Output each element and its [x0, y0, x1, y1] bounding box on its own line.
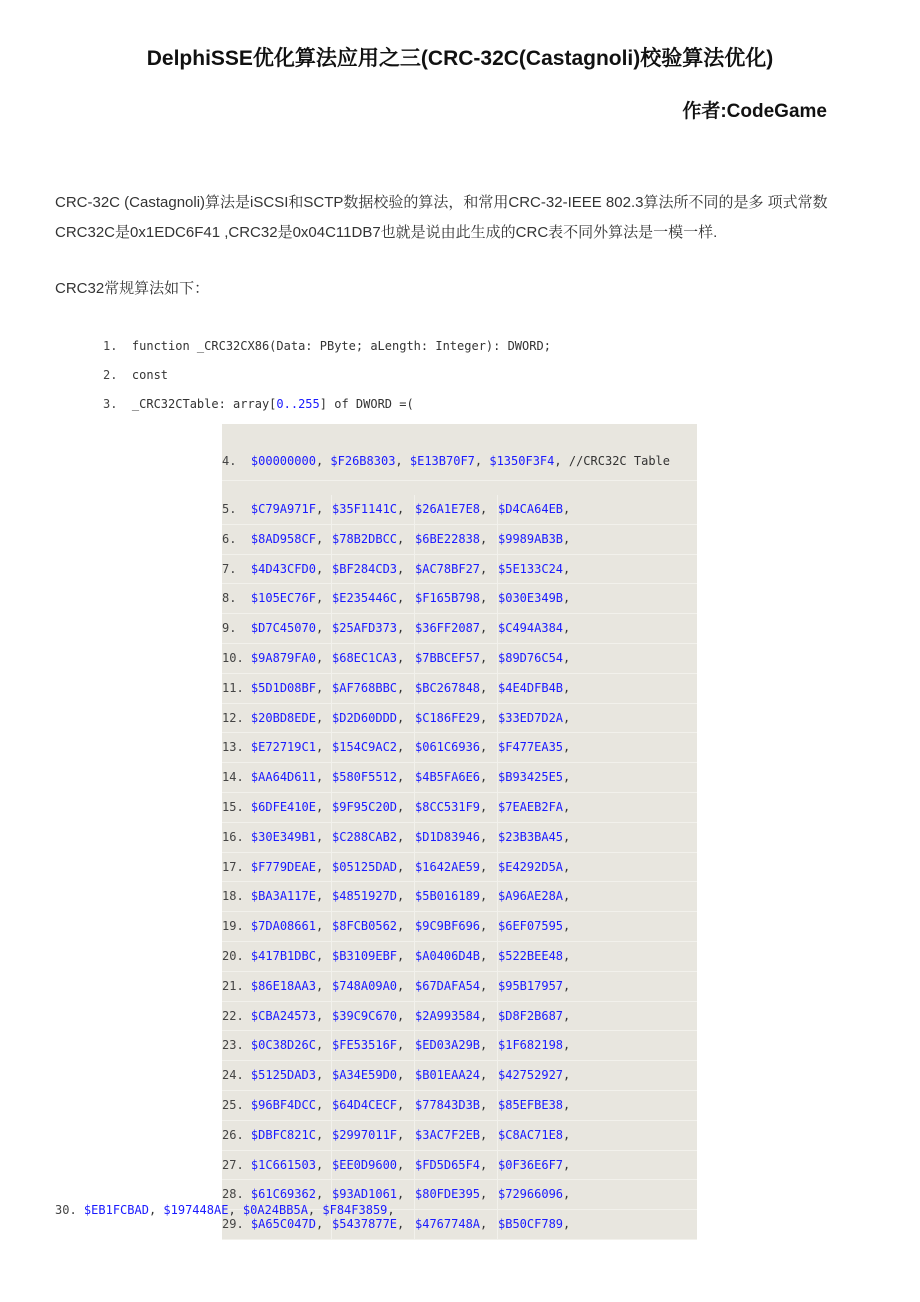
- line-number: 30.: [55, 1203, 77, 1217]
- line-number: 26.: [222, 1127, 244, 1142]
- table-cell: $2997011F,: [332, 1121, 415, 1150]
- page-title: DelphiSSE优化算法应用之三(CRC-32C(Castagnoli)校验算法优化): [146, 47, 774, 70]
- line-number: 11.: [222, 680, 244, 695]
- table-cell: 26. $DBFC821C,: [222, 1121, 332, 1150]
- table-cell: $522BEE48,: [498, 948, 571, 963]
- hex-value: $4851927D: [332, 889, 398, 904]
- hex-value: $580F5512: [332, 770, 398, 785]
- hex-value: $F165B798: [415, 591, 481, 606]
- hex-value: $9C9BF696: [415, 919, 481, 934]
- table-cell: $23B3BA45,: [498, 829, 571, 844]
- table-cell: $8CC531F9,: [415, 793, 498, 822]
- table-cell: $030E349B,: [498, 591, 571, 606]
- table-cell: $AC78BF27,: [415, 555, 498, 584]
- table-cell: $33ED7D2A,: [498, 710, 571, 725]
- table-cell: $36FF2087,: [415, 614, 498, 643]
- crc-table: [222, 424, 697, 1240]
- table-cell: $EE0D9600,: [332, 1151, 415, 1180]
- hex-value: $061C6936: [415, 740, 481, 755]
- hex-value: $197448AE: [163, 1203, 229, 1217]
- line-number: 8.: [222, 591, 237, 606]
- table-cell: $B50CF789,: [498, 1217, 571, 1232]
- hex-value: $FE53516F: [332, 1038, 398, 1053]
- hex-value: $2997011F: [332, 1127, 398, 1142]
- line-number: 24.: [222, 1068, 244, 1083]
- table-row: [222, 1151, 697, 1181]
- hex-value: $F779DEAE: [250, 859, 316, 874]
- table-row: [222, 704, 697, 734]
- hex-value: $6EF07595: [498, 919, 564, 934]
- table-cell: $2A993584,: [415, 1002, 498, 1031]
- table-cell: 12. $20BD8EDE,: [222, 704, 332, 733]
- hex-value: $39C9C670: [332, 1008, 398, 1023]
- table-cell: $D2D60DDD,: [332, 704, 415, 733]
- hex-value: $2A993584: [415, 1008, 481, 1023]
- table-cell: $64D4CECF,: [332, 1091, 415, 1120]
- line-number: 27.: [222, 1157, 244, 1172]
- hex-value: $CBA24573: [250, 1008, 316, 1023]
- hex-value: $77843D3B: [415, 1097, 481, 1112]
- hex-value: $D4CA64EB: [498, 502, 564, 516]
- table-row: [222, 882, 697, 912]
- table-cell: $E4292D5A,: [498, 859, 571, 874]
- table-row: [222, 793, 697, 823]
- hex-value: $BF284CD3: [332, 561, 398, 576]
- hex-value: $8FCB0562: [332, 919, 398, 934]
- hex-value: $5E133C24: [498, 561, 564, 576]
- hex-value: $85EFBE38: [498, 1097, 564, 1112]
- table-cell: $F165B798,: [415, 584, 498, 613]
- hex-value: $00000000: [250, 454, 316, 468]
- hex-value: $C494A384: [498, 621, 564, 636]
- line-number: 22.: [222, 1008, 244, 1023]
- hex-value: $BC267848: [415, 680, 481, 695]
- hex-value: $7EAEB2FA: [498, 799, 564, 814]
- hex-value: $D2D60DDD: [332, 710, 398, 725]
- table-cell: $B93425E5,: [498, 770, 571, 785]
- table-row: [222, 1121, 697, 1151]
- table-cell: $9C9BF696,: [415, 912, 498, 941]
- line-number: 28.: [222, 1187, 244, 1202]
- hex-value: $6DFE410E: [250, 799, 316, 814]
- code-text: const: [131, 368, 169, 382]
- hex-value: $417B1DBC: [250, 948, 316, 963]
- hex-value: $F84F3859: [322, 1203, 388, 1217]
- table-cell: $B3109EBF,: [332, 942, 415, 971]
- table-row: [222, 1002, 697, 1032]
- table-cell: $C494A384,: [498, 621, 571, 636]
- table-cell: $85EFBE38,: [498, 1097, 571, 1112]
- table-cell: $8FCB0562,: [332, 912, 415, 941]
- table-cell: 19. $7DA08661,: [222, 912, 332, 941]
- intro-section: [55, 188, 880, 304]
- line-number: 12.: [222, 710, 244, 725]
- hex-value: $A0406D4B: [415, 948, 481, 963]
- hex-value: $5125DAD3: [250, 1068, 316, 1083]
- hex-value: $EE0D9600: [332, 1157, 398, 1172]
- table-cell: $FD5D65F4,: [415, 1151, 498, 1180]
- line-number: 20.: [222, 948, 244, 963]
- hex-value: $23B3BA45: [498, 829, 564, 844]
- table-cell: 6. $8AD958CF,: [222, 525, 332, 554]
- table-cell: 24. $5125DAD3,: [222, 1061, 332, 1090]
- table-cell: $FE53516F,: [332, 1031, 415, 1060]
- table-row: [222, 644, 697, 674]
- hex-value: $748A09A0: [332, 978, 398, 993]
- hex-value: $25AFD373: [332, 621, 398, 636]
- table-cell: $77843D3B,: [415, 1091, 498, 1120]
- table-cell: $26A1E7E8,: [415, 495, 498, 524]
- hex-value: $E13B70F7: [409, 454, 475, 468]
- hex-value: $20BD8EDE: [250, 710, 316, 725]
- hex-value: $A96AE28A: [498, 889, 564, 904]
- table-cell: $4E4DFB4B,: [498, 680, 571, 695]
- table-cell: $7BBCEF57,: [415, 644, 498, 673]
- code-text: ] of DWORD =(: [319, 397, 414, 411]
- table-cell: $68EC1CA3,: [332, 644, 415, 673]
- hex-value: $67DAFA54: [415, 978, 481, 993]
- table-cell: $C186FE29,: [415, 704, 498, 733]
- line-number: 4.: [222, 454, 237, 468]
- hex-value: $96BF4DCC: [250, 1097, 316, 1112]
- hex-value: $ED03A29B: [415, 1038, 481, 1053]
- hex-value: $B93425E5: [498, 770, 564, 785]
- table-row: [222, 823, 697, 853]
- code-line: 30. $EB1FCBAD, $197448AE, $0A24BB5A, $F84F3859,: [55, 1203, 395, 1217]
- hex-value: $68EC1CA3: [332, 650, 398, 665]
- hex-value: $7BBCEF57: [415, 650, 481, 665]
- table-row: [222, 733, 697, 763]
- hex-value: $A34E59D0: [332, 1068, 398, 1083]
- hex-value: $5D1D08BF: [250, 680, 316, 695]
- line-number: 18.: [222, 889, 244, 904]
- code-range: 0..255: [276, 397, 320, 411]
- algorithm-intro: CRC32常规算法如下：: [55, 280, 210, 297]
- table-row: [222, 853, 697, 883]
- table-cell: $A34E59D0,: [332, 1061, 415, 1090]
- table-cell: $061C6936,: [415, 733, 498, 762]
- hex-value: $72966096: [498, 1187, 564, 1202]
- hex-value: $78B2DBCC: [332, 531, 398, 546]
- hex-value: $F26B8303: [330, 454, 396, 468]
- hex-value: $D1D83946: [415, 829, 481, 844]
- table-cell: $95B17957,: [498, 978, 571, 993]
- table-cell: $6BE22838,: [415, 525, 498, 554]
- table-cell: $4767748A,: [415, 1210, 498, 1239]
- hex-value: $AC78BF27: [415, 561, 481, 576]
- table-cell: $D8F2B687,: [498, 1008, 571, 1023]
- table-cell: $35F1141C,: [332, 495, 415, 524]
- line-number: 10.: [222, 650, 244, 665]
- hex-value: $64D4CECF: [332, 1097, 398, 1112]
- hex-value: $E72719C1: [250, 740, 316, 755]
- table-cell: $1642AE59,: [415, 853, 498, 882]
- hex-value: $0F36E6F7: [498, 1157, 564, 1172]
- line-number: 21.: [222, 978, 244, 993]
- hex-value: $4767748A: [415, 1217, 481, 1232]
- table-cell: $9F95C20D,: [332, 793, 415, 822]
- hex-value: $105EC76F: [250, 591, 316, 606]
- table-cell: $05125DAD,: [332, 853, 415, 882]
- table-cell: $748A09A0,: [332, 972, 415, 1001]
- hex-value: $86E18AA3: [250, 978, 316, 993]
- hex-value: $3AC7F2EB: [415, 1127, 481, 1142]
- table-cell: $D4CA64EB,: [498, 502, 571, 516]
- author: 作者:CodeGame: [682, 101, 827, 122]
- line-number: 29.: [222, 1217, 244, 1232]
- table-cell: $4B5FA6E6,: [415, 763, 498, 792]
- hex-value: $FD5D65F4: [415, 1157, 481, 1172]
- table-row: [222, 584, 697, 614]
- hex-value: $522BEE48: [498, 948, 564, 963]
- hex-value: $9F95C20D: [332, 799, 398, 814]
- hex-value: $E4292D5A: [498, 859, 564, 874]
- line-number: 15.: [222, 799, 244, 814]
- line-number: 19.: [222, 919, 244, 934]
- hex-value: $80FDE395: [415, 1187, 481, 1202]
- table-cell: 13. $E72719C1,: [222, 733, 332, 762]
- table-cell: 28. $61C69362,: [222, 1180, 332, 1209]
- hex-value: $7DA08661: [250, 919, 316, 934]
- hex-value: $EB1FCBAD: [83, 1203, 149, 1217]
- code-comment: //CRC32C Table: [568, 454, 670, 468]
- table-row: [222, 1091, 697, 1121]
- table-row: [222, 972, 697, 1002]
- code-text: _CRC32CTable: array[: [131, 397, 277, 411]
- table-cell: 25. $96BF4DCC,: [222, 1091, 332, 1120]
- table-cell: $0F36E6F7,: [498, 1157, 571, 1172]
- table-cell: 17. $F779DEAE,: [222, 853, 332, 882]
- line-number: 23.: [222, 1038, 244, 1053]
- hex-value: $AF768BBC: [332, 680, 398, 695]
- table-cell: $A96AE28A,: [498, 889, 571, 904]
- line-number: 16.: [222, 829, 244, 844]
- hex-value: $30E349B1: [250, 829, 316, 844]
- hex-value: $26A1E7E8: [415, 502, 481, 516]
- table-cell: $A0406D4B,: [415, 942, 498, 971]
- table-cell: $6EF07595,: [498, 919, 571, 934]
- table-cell: $1F682198,: [498, 1038, 571, 1053]
- table-cell: 18. $BA3A117E,: [222, 882, 332, 911]
- table-cell: $ED03A29B,: [415, 1031, 498, 1060]
- line-number: 1.: [103, 339, 118, 353]
- table-cell: 5. $C79A971F,: [222, 495, 332, 524]
- table-cell: 21. $86E18AA3,: [222, 972, 332, 1001]
- hex-value: $F477EA35: [498, 740, 564, 755]
- table-cell: 22. $CBA24573,: [222, 1002, 332, 1031]
- line-number: 2.: [103, 368, 118, 382]
- hex-value: $6BE22838: [415, 531, 481, 546]
- table-cell: $25AFD373,: [332, 614, 415, 643]
- table-cell: $BC267848,: [415, 674, 498, 703]
- table-cell: $B01EAA24,: [415, 1061, 498, 1090]
- table-row: [222, 674, 697, 704]
- hex-value: $1F682198: [498, 1038, 564, 1053]
- line-number: 3.: [103, 397, 118, 411]
- hex-value: $95B17957: [498, 978, 564, 993]
- table-cell: $5B016189,: [415, 882, 498, 911]
- table-cell: $4851927D,: [332, 882, 415, 911]
- hex-value: $36FF2087: [415, 621, 481, 636]
- table-row: [222, 525, 697, 555]
- table-cell: 9. $D7C45070,: [222, 614, 332, 643]
- table-row: [222, 763, 697, 793]
- table-cell: $89D76C54,: [498, 650, 571, 665]
- intro-paragraph: CRC-32C (Castagnoli)算法是iSCSI和SCTP数据校验的算法，和常用CRC-32-IEEE 802.3算法所不同的是多 项式常数CRC32C是0x1EDC6F41 ,CRC32是0x04C11DB7也就是说由此生成的CRC表不同外算法是一模一样.: [55, 194, 828, 241]
- hex-value: $8CC531F9: [415, 799, 481, 814]
- hex-value: $D7C45070: [250, 621, 316, 636]
- table-cell: $F477EA35,: [498, 740, 571, 755]
- table-cell: $580F5512,: [332, 763, 415, 792]
- table-cell: $93AD1061,: [332, 1180, 415, 1209]
- table-row: [222, 495, 697, 525]
- hex-value: $89D76C54: [498, 650, 564, 665]
- table-cell: $80FDE395,: [415, 1180, 498, 1209]
- table-cell: $C8AC71E8,: [498, 1127, 571, 1142]
- hex-value: $DBFC821C: [250, 1127, 316, 1142]
- line-number: 9.: [222, 621, 237, 636]
- hex-value: $42752927: [498, 1068, 564, 1083]
- hex-value: $154C9AC2: [332, 740, 398, 755]
- hex-value: $8AD958CF: [250, 531, 316, 546]
- table-cell: 27. $1C661503,: [222, 1151, 332, 1180]
- hex-value: $1C661503: [250, 1157, 316, 1172]
- hex-value: $C79A971F: [250, 502, 316, 516]
- line-number: 25.: [222, 1097, 244, 1112]
- table-row: [222, 912, 697, 942]
- hex-value: $4E4DFB4B: [498, 680, 564, 695]
- hex-value: $AA64D611: [250, 770, 316, 785]
- hex-value: $BA3A117E: [250, 889, 316, 904]
- hex-value: $A65C047D: [250, 1217, 316, 1232]
- hex-value: $9A879FA0: [250, 650, 316, 665]
- hex-value: $05125DAD: [332, 859, 398, 874]
- code-text: function _CRC32CX86(Data: PByte; aLength: Integer): DWORD;: [131, 339, 551, 353]
- table-cell: $3AC7F2EB,: [415, 1121, 498, 1150]
- line-number: 13.: [222, 740, 244, 755]
- line-number: 6.: [222, 531, 237, 546]
- table-cell: $C288CAB2,: [332, 823, 415, 852]
- hex-value: $C288CAB2: [332, 829, 398, 844]
- table-cell: $5E133C24,: [498, 561, 571, 576]
- table-cell: $39C9C670,: [332, 1002, 415, 1031]
- table-cell: 29. $A65C047D,: [222, 1210, 332, 1239]
- hex-value: $0C38D26C: [250, 1038, 316, 1053]
- code-line: [103, 368, 168, 382]
- table-row: [222, 555, 697, 585]
- table-row: [222, 1031, 697, 1061]
- hex-value: $4B5FA6E6: [415, 770, 481, 785]
- table-cell: $D1D83946,: [415, 823, 498, 852]
- hex-value: $1350F3F4: [489, 454, 555, 468]
- hex-value: $B3109EBF: [332, 948, 398, 963]
- hex-value: $D8F2B687: [498, 1008, 564, 1023]
- hex-value: $1642AE59: [415, 859, 481, 874]
- table-cell: 10. $9A879FA0,: [222, 644, 332, 673]
- hex-value: $93AD1061: [332, 1187, 398, 1202]
- table-cell: $5437877E,: [332, 1210, 415, 1239]
- table-cell: $7EAEB2FA,: [498, 799, 571, 814]
- hex-value: $35F1141C: [332, 502, 398, 516]
- table-cell: $154C9AC2,: [332, 733, 415, 762]
- table-row: 4. $00000000, $F26B8303, $E13B70F7, $1350F3F4, //CRC32C Table: [222, 452, 697, 481]
- table-row: [222, 614, 697, 644]
- table-cell: 7. $4D43CFD0,: [222, 555, 332, 584]
- table-cell: $E235446C,: [332, 584, 415, 613]
- table-cell: $78B2DBCC,: [332, 525, 415, 554]
- line-number: 17.: [222, 859, 244, 874]
- hex-value: $5437877E: [332, 1217, 398, 1232]
- line-number: 5.: [222, 502, 237, 516]
- line-number: 7.: [222, 561, 237, 576]
- hex-value: $4D43CFD0: [250, 561, 316, 576]
- table-cell: $AF768BBC,: [332, 674, 415, 703]
- table-row: [222, 942, 697, 972]
- table-cell: $BF284CD3,: [332, 555, 415, 584]
- hex-value: $C8AC71E8: [498, 1127, 564, 1142]
- table-cell: 14. $AA64D611,: [222, 763, 332, 792]
- table-cell: 20. $417B1DBC,: [222, 942, 332, 971]
- hex-value: $030E349B: [498, 591, 564, 606]
- table-cell: 8. $105EC76F,: [222, 584, 332, 613]
- hex-value: $9989AB3B: [498, 531, 564, 546]
- hex-value: $5B016189: [415, 889, 481, 904]
- hex-value: $B01EAA24: [415, 1068, 481, 1083]
- table-cell: $67DAFA54,: [415, 972, 498, 1001]
- code-line: [103, 397, 414, 411]
- hex-value: $33ED7D2A: [498, 710, 564, 725]
- table-row: [222, 1061, 697, 1091]
- hex-value: $C186FE29: [415, 710, 481, 725]
- table-cell: 23. $0C38D26C,: [222, 1031, 332, 1060]
- code-line: [103, 339, 551, 353]
- table-cell: $9989AB3B,: [498, 531, 571, 546]
- line-number: 14.: [222, 770, 244, 785]
- hex-value: $0A24BB5A: [242, 1203, 308, 1217]
- table-cell: 16. $30E349B1,: [222, 823, 332, 852]
- table-cell: $42752927,: [498, 1068, 571, 1083]
- hex-value: $B50CF789: [498, 1217, 564, 1232]
- hex-value: $E235446C: [332, 591, 398, 606]
- hex-value: $61C69362: [250, 1187, 316, 1202]
- table-cell: $72966096,: [498, 1187, 571, 1202]
- table-cell: 11. $5D1D08BF,: [222, 674, 332, 703]
- table-cell: 15. $6DFE410E,: [222, 793, 332, 822]
